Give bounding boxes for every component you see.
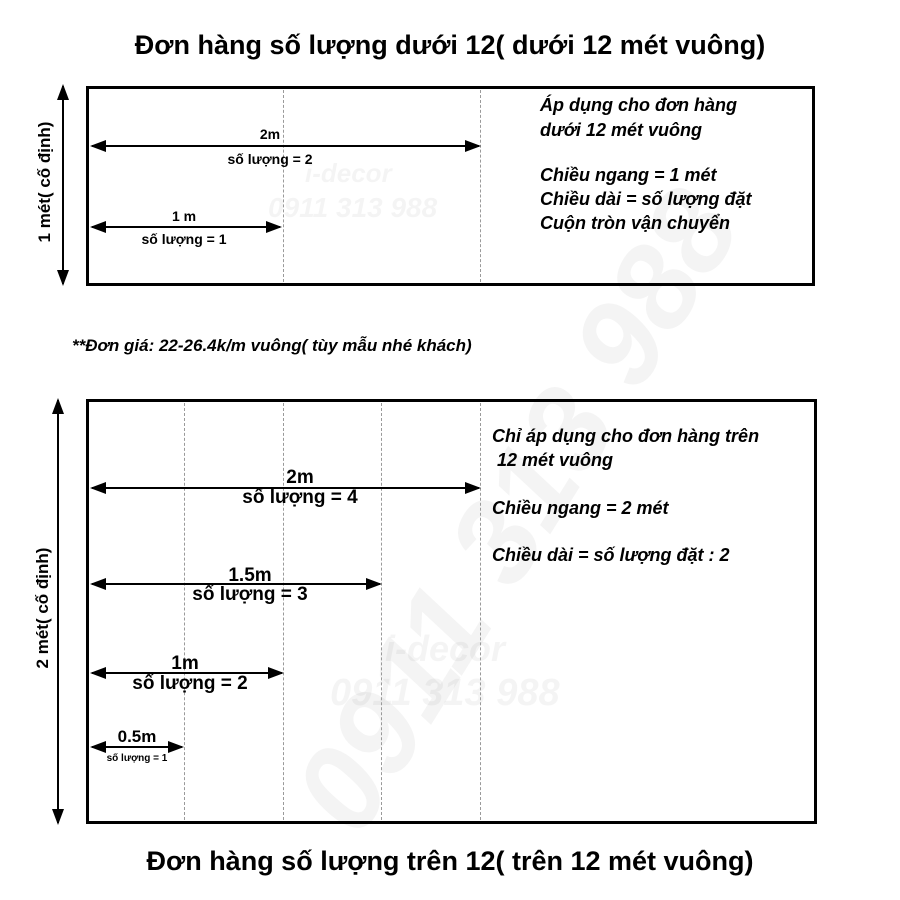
bottom-arrow-0-5m-length: 0.5m [117,727,157,746]
bottom-info-line-1: Chỉ áp dụng cho đơn hàng trên [492,426,760,446]
bottom-title: Đơn hàng số lượng trên 12( trên 12 mét vuông) [146,846,754,876]
bottom-info-line-2: 12 mét vuông [492,450,614,470]
top-height-label: 1 mét( cố định) [35,121,54,243]
bottom-arrow-1-5m-qty: số lượng = 3 [192,584,308,605]
top-height-arrow [62,86,64,284]
top-arrow-2m-qty: số lượng = 2 [227,151,313,167]
bottom-arrow-1m-length: 1m [171,653,199,674]
top-arrow-2m [92,145,479,147]
top-arrow-2m-length: 2m [259,126,281,142]
top-info-line-1: Áp dụng cho đơn hàng [540,95,738,115]
price-note: **Đơn giá: 22-26.4k/m vuông( tùy mẫu nhé khách) [72,336,472,355]
bottom-arrow-2m-qty: số lượng = 4 [242,487,358,508]
bottom-arrow-1-5m-length: 1.5m [228,565,272,586]
bottom-info-line-3: Chiều ngang = 2 mét [492,498,669,518]
top-info-line-4: Chiều dài = số lượng đặt [540,189,752,209]
bottom-dash-0-5m [184,403,185,820]
top-dash-1m [283,90,284,282]
top-info-line-3: Chiều ngang = 1 mét [540,165,717,185]
top-info-line-5: Cuộn tròn vận chuyển [540,213,731,233]
bottom-height-arrow [57,400,59,823]
bottom-info-line-4: Chiều dài = số lượng đặt : 2 [492,545,730,565]
top-arrow-1m [92,226,280,228]
top-diagram-box [86,86,815,286]
top-dash-2m [480,90,481,282]
bottom-dash-2m [480,403,481,820]
bottom-dash-1-5m [381,403,382,820]
bottom-height-label: 2 mét( cố định) [33,547,52,669]
bottom-arrow-2m-length: 2m [286,467,314,488]
bottom-arrow-1m-qty: số lượng = 2 [132,673,248,694]
bottom-dash-1m [283,403,284,820]
top-title: Đơn hàng số lượng dưới 12( dưới 12 mét vuông) [134,30,766,60]
top-arrow-1m-qty: số lượng = 1 [141,231,227,247]
bottom-arrow-0-5m-qty: số lượng = 1 [106,753,168,764]
bottom-diagram-box [86,399,817,824]
top-info-line-2: dưới 12 mét vuông [540,120,702,140]
top-arrow-1m-length: 1 m [171,208,197,224]
